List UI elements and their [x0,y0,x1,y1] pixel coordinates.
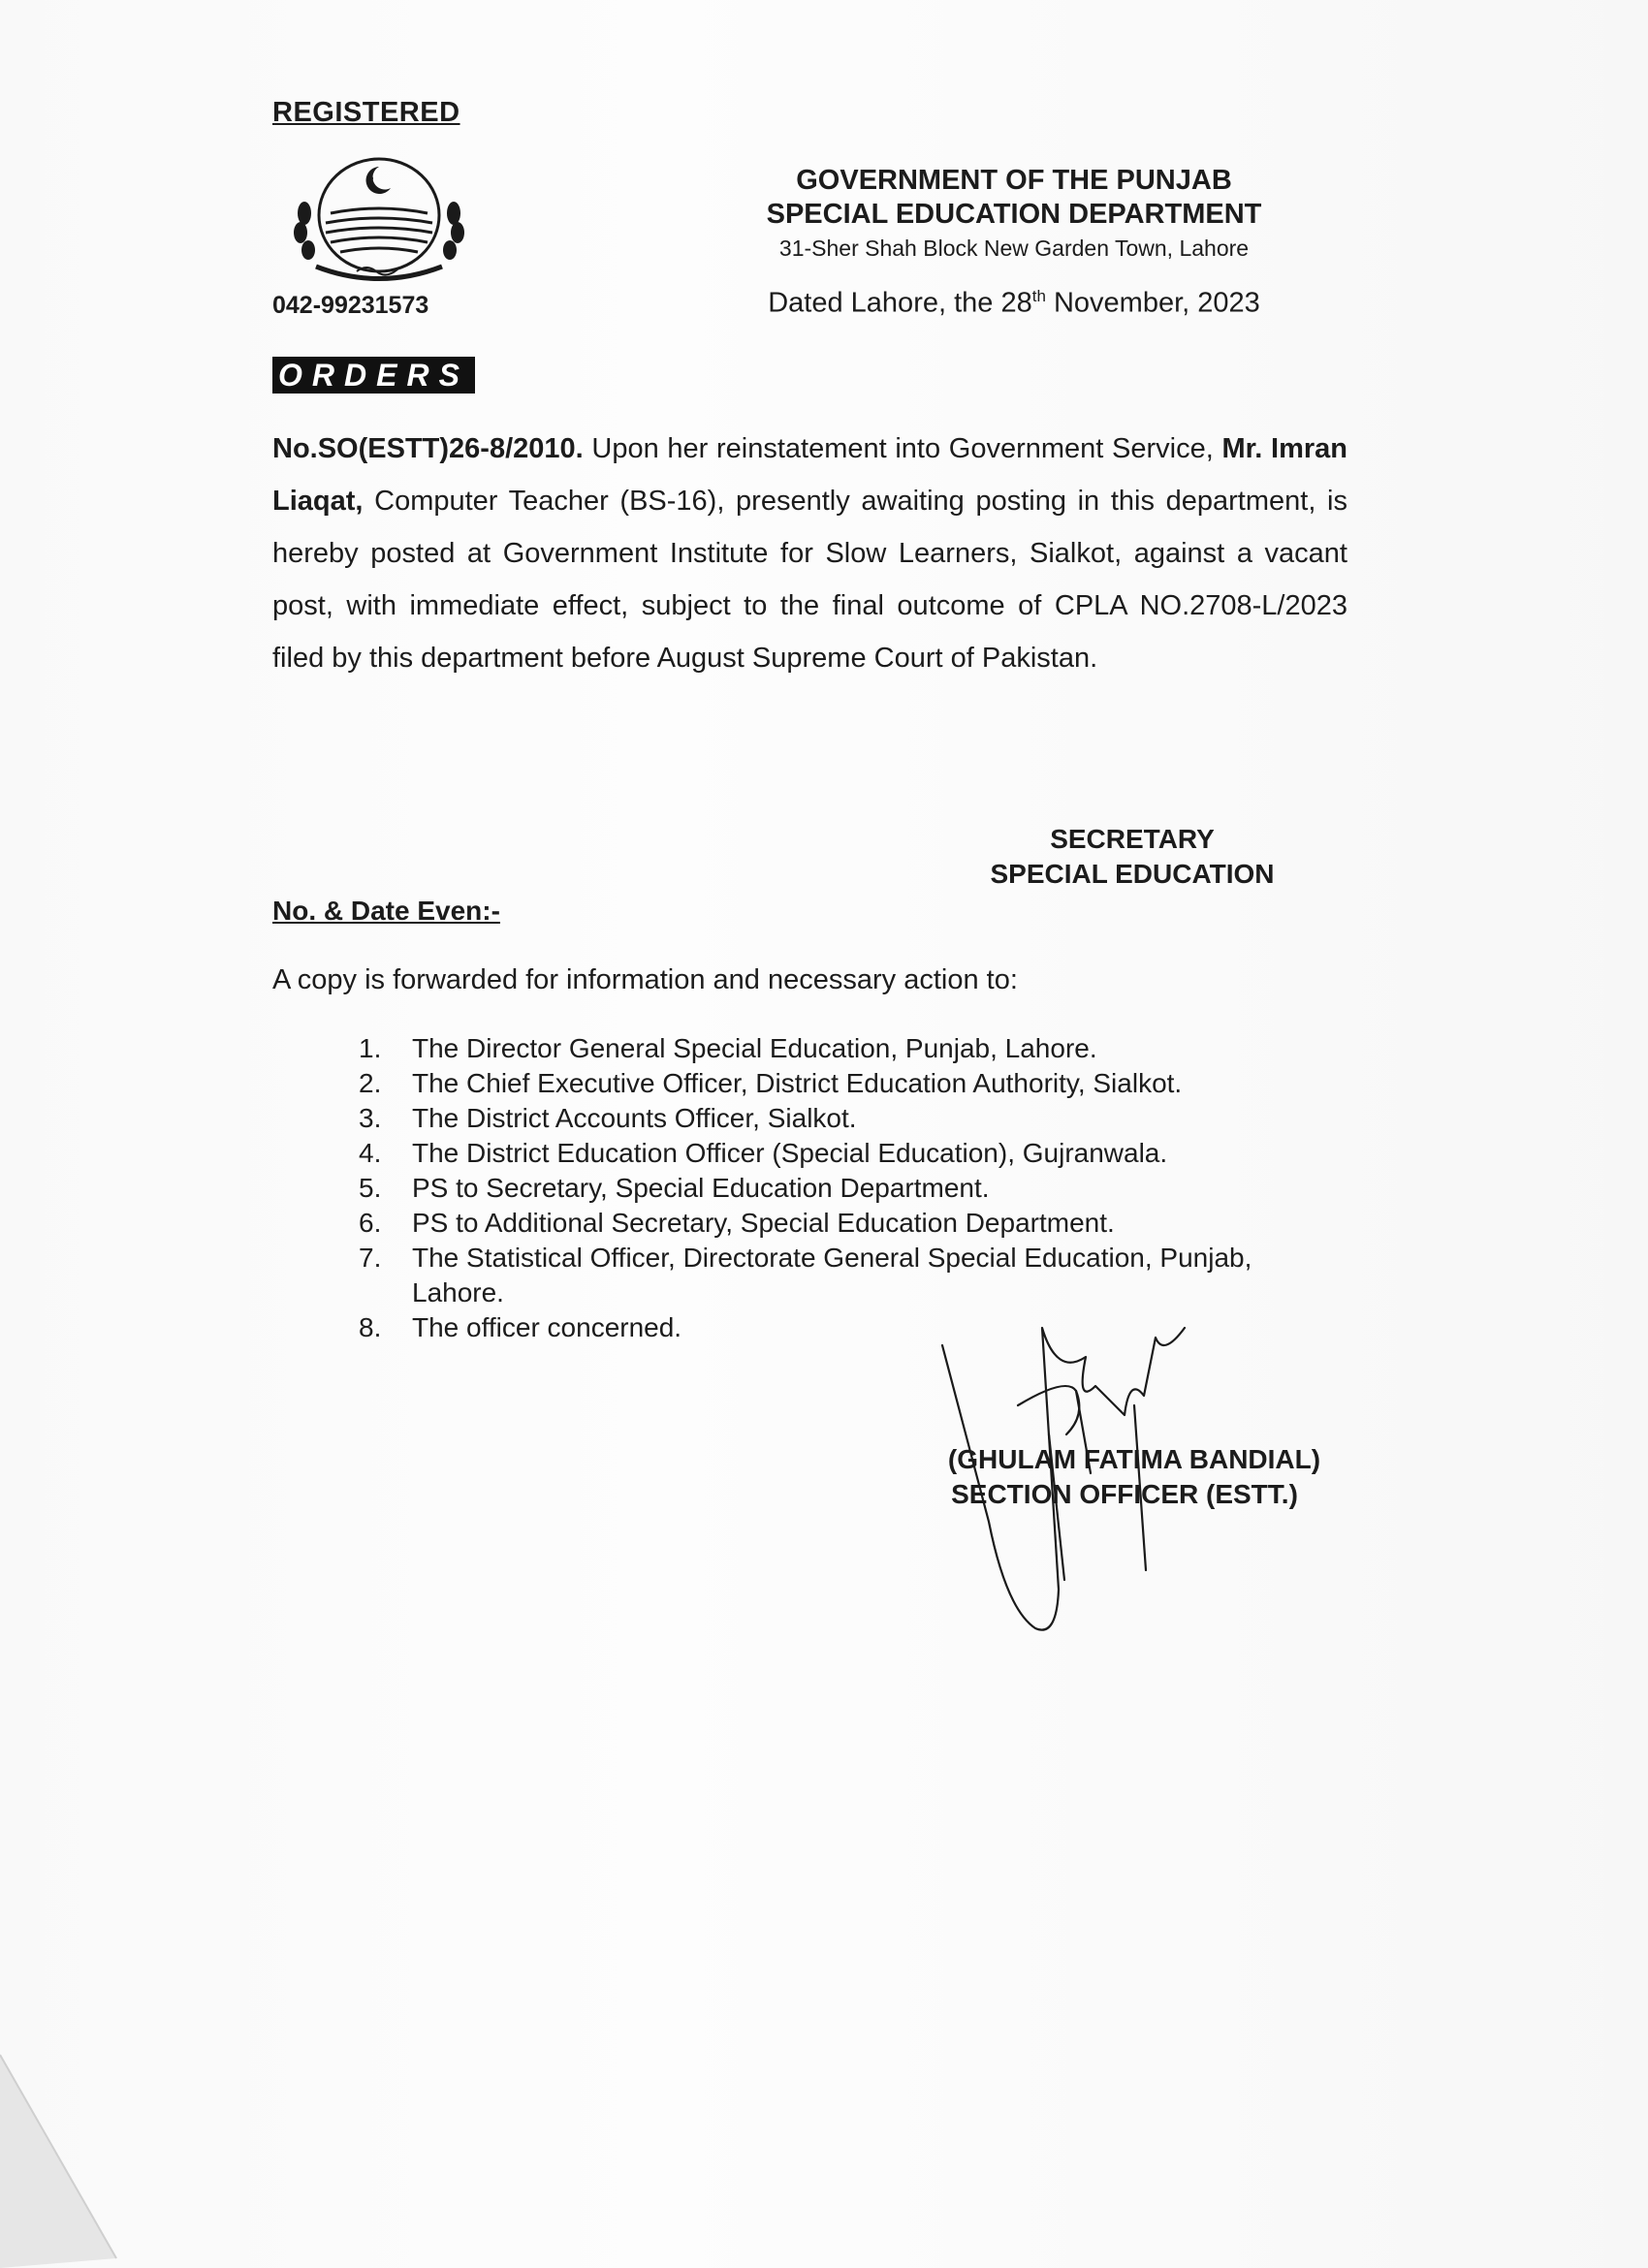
employee-name: Mr. Imran Liaqat, [272,433,1347,517]
government-title: GOVERNMENT OF THE PUNJAB [796,165,1232,196]
list-item: 5. PS to Secretary, Special Education Department. [359,1173,990,1203]
secretary-title: SECRETARY [1050,824,1215,854]
dated-line: Dated Lahore, the 28th November, 2023 [768,287,1260,319]
page-fold-decoration [0,2016,174,2268]
copy-forwarded-intro: A copy is forwarded for information and necessary action to: [272,964,1018,995]
list-item: 4. The District Education Officer (Special Education), Gujranwala. [359,1138,1168,1168]
list-item: 3. The District Accounts Officer, Sialkot. [359,1103,857,1133]
punjab-emblem-logo [287,145,471,291]
signatory-name: (GHULAM FATIMA BANDIAL) [947,1444,1321,1474]
secretary-department: SPECIAL EDUCATION [990,859,1275,889]
list-item: 8. The officer concerned. [359,1312,682,1342]
list-item: 1. The Director General Special Education, Punjab, Lahore. [359,1033,1097,1063]
order-reference: No.SO(ESTT)26-8/2010. [272,433,584,464]
no-date-even: No. & Date Even:- [272,896,500,926]
list-item: 2. The Chief Executive Officer, District Education Authority, Sialkot. [359,1068,1183,1098]
signatory-designation: SECTION OFFICER (ESTT.) [951,1479,1298,1509]
department-address: 31-Sher Shah Block New Garden Town, Lahore [778,236,1250,261]
department-title: SPECIAL EDUCATION DEPARTMENT [766,199,1262,230]
registered-label: REGISTERED [272,97,460,128]
orders-heading: ORDERS [272,357,475,394]
list-item: 7. The Statistical Officer, Directorate General Special Education, Punjab, Lahore. [359,1243,1252,1307]
phone-number: 042-99231573 [272,292,429,319]
order-body: No.SO(ESTT)26-8/2010. Upon her reinstatement into Government Service, Mr. Imran Liaqat, Computer Teacher (BS-16), presently awaiting posting in this department, is hereby posted at Government Institute for Slow Learners, Sialkot, against a vacant post, with immediate effect, subject to the final outcome of CPLA NO.2708-L/2023 filed by this department before August Supreme Court of Pakistan. [272,433,1347,674]
handwritten-signature [931,1299,1212,1648]
list-item: 6. PS to Additional Secretary, Special Education Department. [359,1208,1115,1238]
